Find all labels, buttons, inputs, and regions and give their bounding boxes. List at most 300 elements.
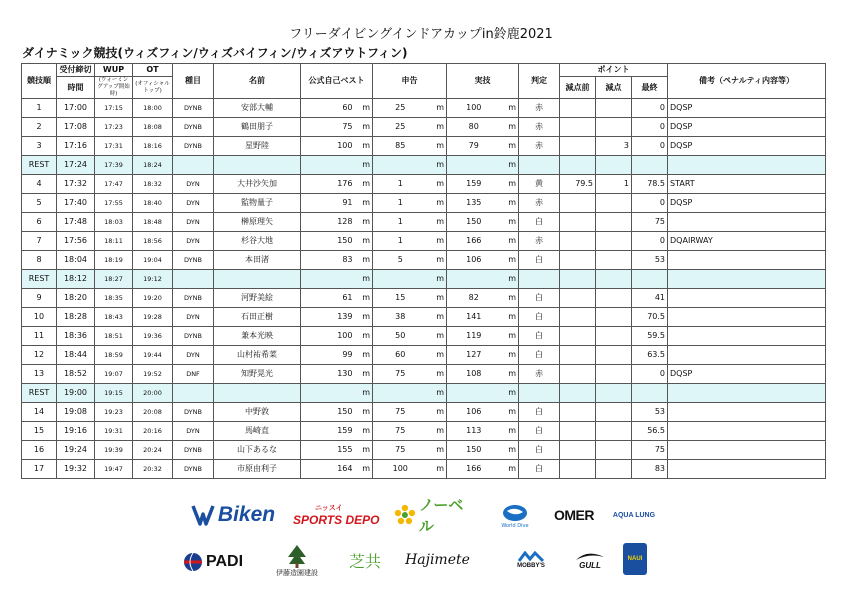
wup-cell: 18:27 (95, 270, 133, 289)
name-cell: 本田渚 (214, 251, 301, 270)
actual-unit-cell: m (501, 308, 519, 327)
wup-cell: 18:51 (95, 327, 133, 346)
ot-cell: 19:20 (133, 289, 173, 308)
pb-cell: 83 (301, 251, 355, 270)
event-cell: DYN (173, 422, 214, 441)
declared-cell: 1 (373, 175, 428, 194)
mobbys-text: MOBBY'S (517, 563, 545, 569)
event-cell: DYN (173, 194, 214, 213)
ito-text: 伊藤造園建設 (276, 569, 318, 577)
final-cell: 0 (632, 365, 668, 384)
judgement-cell: 赤 (519, 194, 560, 213)
event-subtitle: ダイナミック競技(ウィズフィン/ウィズバイフィン/ウィズアウトフィン) (22, 46, 408, 60)
name-cell: 山下あるな (214, 441, 301, 460)
actual-cell: 113 (447, 422, 501, 441)
declared-cell: 75 (373, 422, 428, 441)
deduction-cell (596, 384, 632, 403)
event-cell (173, 384, 214, 403)
actual-cell: 80 (447, 118, 501, 137)
aqualung-text: AQUA LUNG (612, 511, 656, 519)
deduction-cell (596, 365, 632, 384)
pre-deduction-cell (560, 441, 596, 460)
gull-logo (568, 545, 612, 575)
final-cell: 0 (632, 194, 668, 213)
ot-cell: 19:52 (133, 365, 173, 384)
event-cell: DYNB (173, 441, 214, 460)
order-cell: REST (22, 156, 57, 175)
notes-cell (668, 156, 826, 175)
judgement-cell: 白 (519, 213, 560, 232)
nobel-logo (393, 495, 478, 535)
table-row (22, 327, 826, 346)
naui-logo (622, 541, 648, 577)
notes-cell (668, 327, 826, 346)
table-row (22, 422, 826, 441)
header-pre-deduction: 減点前 (560, 77, 596, 99)
actual-cell: 166 (447, 232, 501, 251)
declared-cell: 60 (373, 346, 428, 365)
checkin-time-cell: 19:00 (57, 384, 95, 403)
checkin-time-cell: 19:24 (57, 441, 95, 460)
notes-cell (668, 213, 826, 232)
order-cell: 15 (22, 422, 57, 441)
checkin-time-cell: 17:24 (57, 156, 95, 175)
declared-cell: 1 (373, 232, 428, 251)
actual-unit-cell: m (501, 327, 519, 346)
nobel-text: ノーベル (418, 496, 464, 535)
name-cell: 山村祐希菜 (214, 346, 301, 365)
declared-cell: 75 (373, 441, 428, 460)
checkin-time-cell: 18:04 (57, 251, 95, 270)
event-cell: DYNB (173, 460, 214, 479)
declared-unit-cell: m (428, 441, 447, 460)
header-row (22, 64, 826, 77)
actual-unit-cell: m (501, 99, 519, 118)
deduction-cell (596, 460, 632, 479)
checkin-time-cell: 17:48 (57, 213, 95, 232)
order-cell: 8 (22, 251, 57, 270)
pre-deduction-cell (560, 365, 596, 384)
header-final: 最終 (632, 77, 668, 99)
wup-cell: 18:19 (95, 251, 133, 270)
declared-cell: 100 (373, 460, 428, 479)
declared-cell (373, 384, 428, 403)
order-cell: 14 (22, 403, 57, 422)
judgement-cell: 白 (519, 289, 560, 308)
actual-unit-cell: m (501, 422, 519, 441)
checkin-time-cell: 18:20 (57, 289, 95, 308)
checkin-time-cell: 18:28 (57, 308, 95, 327)
table-row (22, 365, 826, 384)
pb-unit-cell: m (355, 384, 373, 403)
rest-row (22, 270, 826, 289)
table-row (22, 194, 826, 213)
event-cell: DYNB (173, 99, 214, 118)
ot-cell: 20:08 (133, 403, 173, 422)
order-cell: 10 (22, 308, 57, 327)
deduction-cell: 3 (596, 137, 632, 156)
pb-unit-cell: m (355, 422, 373, 441)
judgement-cell: 赤 (519, 232, 560, 251)
declared-cell: 50 (373, 327, 428, 346)
name-cell: 杉谷大地 (214, 232, 301, 251)
name-cell: 鶴田朋子 (214, 118, 301, 137)
mobbys-logo (508, 545, 554, 575)
event-cell (173, 156, 214, 175)
ot-cell: 18:32 (133, 175, 173, 194)
notes-cell (668, 270, 826, 289)
deduction-cell (596, 327, 632, 346)
final-cell: 75 (632, 213, 668, 232)
actual-unit-cell: m (501, 365, 519, 384)
declared-cell: 25 (373, 99, 428, 118)
order-cell: 12 (22, 346, 57, 365)
order-cell: 4 (22, 175, 57, 194)
notes-cell (668, 384, 826, 403)
sports-depo-logo (293, 495, 383, 535)
judgement-cell: 白 (519, 422, 560, 441)
pb-unit-cell: m (355, 137, 373, 156)
name-cell (214, 384, 301, 403)
checkin-time-cell: 18:12 (57, 270, 95, 289)
table-row (22, 213, 826, 232)
deduction-cell (596, 118, 632, 137)
deduction-cell (596, 403, 632, 422)
final-cell: 53 (632, 251, 668, 270)
final-cell: 63.5 (632, 346, 668, 365)
final-cell: 0 (632, 232, 668, 251)
padi-globe-icon (183, 552, 203, 572)
checkin-time-cell: 17:00 (57, 99, 95, 118)
padi-logo (178, 547, 248, 577)
checkin-time-cell: 17:56 (57, 232, 95, 251)
pb-cell (301, 270, 355, 289)
event-cell: DYN (173, 175, 214, 194)
actual-unit-cell: m (501, 384, 519, 403)
event-cell: DYN (173, 346, 214, 365)
checkin-time-cell: 17:32 (57, 175, 95, 194)
table-row (22, 232, 826, 251)
pre-deduction-cell (560, 346, 596, 365)
final-cell (632, 384, 668, 403)
name-cell: 市原由利子 (214, 460, 301, 479)
final-cell: 56.5 (632, 422, 668, 441)
pb-cell: 99 (301, 346, 355, 365)
header-ot-note: (オフィシャルトップ) (133, 77, 173, 99)
actual-cell (447, 156, 501, 175)
actual-unit-cell: m (501, 460, 519, 479)
notes-cell: DQSP (668, 99, 826, 118)
table-row (22, 137, 826, 156)
ito-logo (262, 539, 332, 583)
order-cell: 2 (22, 118, 57, 137)
deduction-cell (596, 346, 632, 365)
ot-cell: 19:04 (133, 251, 173, 270)
pb-cell (301, 384, 355, 403)
deduction-cell (596, 308, 632, 327)
declared-unit-cell: m (428, 403, 447, 422)
rest-row (22, 156, 826, 175)
header-wup-note: (ウォーミングアップ開始時) (95, 77, 133, 99)
actual-cell: 159 (447, 175, 501, 194)
pb-cell: 128 (301, 213, 355, 232)
name-cell: 大井沙矢加 (214, 175, 301, 194)
declared-cell (373, 156, 428, 175)
final-cell (632, 270, 668, 289)
notes-cell: DQSP (668, 194, 826, 213)
table-row (22, 289, 826, 308)
notes-cell: START (668, 175, 826, 194)
declared-cell (373, 270, 428, 289)
wup-cell: 19:47 (95, 460, 133, 479)
pb-unit-cell: m (355, 213, 373, 232)
pb-cell: 60 (301, 99, 355, 118)
judgement-cell: 白 (519, 441, 560, 460)
header-wup: WUP (95, 64, 133, 77)
judgement-cell: 白 (519, 327, 560, 346)
table-row (22, 403, 826, 422)
declared-unit-cell: m (428, 118, 447, 137)
wup-cell: 19:31 (95, 422, 133, 441)
deduction-cell (596, 289, 632, 308)
judgement-cell (519, 156, 560, 175)
judgement-cell: 赤 (519, 118, 560, 137)
table-row (22, 308, 826, 327)
pb-cell: 100 (301, 327, 355, 346)
pb-unit-cell: m (355, 175, 373, 194)
actual-cell: 100 (447, 99, 501, 118)
results-table (21, 63, 826, 479)
shibai-logo (340, 545, 390, 575)
checkin-time-cell: 18:44 (57, 346, 95, 365)
order-cell: 5 (22, 194, 57, 213)
judgement-cell: 赤 (519, 99, 560, 118)
actual-cell: 135 (447, 194, 501, 213)
wup-cell: 18:03 (95, 213, 133, 232)
wup-cell: 17:31 (95, 137, 133, 156)
deduction-cell (596, 156, 632, 175)
actual-unit-cell: m (501, 118, 519, 137)
aqualung-logo (600, 497, 668, 533)
declared-unit-cell: m (428, 460, 447, 479)
declared-cell: 85 (373, 137, 428, 156)
event-cell: DYNB (173, 289, 214, 308)
pb-cell: 164 (301, 460, 355, 479)
actual-unit-cell: m (501, 232, 519, 251)
final-cell: 41 (632, 289, 668, 308)
table-row (22, 441, 826, 460)
wup-cell: 19:39 (95, 441, 133, 460)
pre-deduction-cell (560, 194, 596, 213)
actual-cell (447, 384, 501, 403)
ot-cell: 19:36 (133, 327, 173, 346)
pb-cell: 139 (301, 308, 355, 327)
wup-cell: 17:47 (95, 175, 133, 194)
deduction-cell: 1 (596, 175, 632, 194)
pre-deduction-cell (560, 308, 596, 327)
pb-unit-cell: m (355, 327, 373, 346)
actual-cell: 127 (447, 346, 501, 365)
declared-unit-cell: m (428, 422, 447, 441)
pre-deduction-cell (560, 403, 596, 422)
pb-unit-cell: m (355, 403, 373, 422)
ot-cell: 19:44 (133, 346, 173, 365)
checkin-time-cell: 17:40 (57, 194, 95, 213)
final-cell: 83 (632, 460, 668, 479)
declared-cell: 15 (373, 289, 428, 308)
notes-cell: DQSP (668, 118, 826, 137)
actual-cell: 82 (447, 289, 501, 308)
declared-cell: 25 (373, 118, 428, 137)
header-ot: OT (133, 64, 173, 77)
actual-cell: 119 (447, 327, 501, 346)
declared-unit-cell: m (428, 175, 447, 194)
notes-cell (668, 460, 826, 479)
pb-unit-cell: m (355, 156, 373, 175)
pb-cell: 159 (301, 422, 355, 441)
actual-unit-cell: m (501, 289, 519, 308)
notes-cell (668, 289, 826, 308)
table-row (22, 99, 826, 118)
final-cell: 70.5 (632, 308, 668, 327)
notes-cell: DQAIRWAY (668, 232, 826, 251)
omer-logo (548, 497, 600, 533)
actual-unit-cell: m (501, 213, 519, 232)
wup-cell: 18:11 (95, 232, 133, 251)
name-cell: 監物量子 (214, 194, 301, 213)
pb-cell: 61 (301, 289, 355, 308)
deduction-cell (596, 232, 632, 251)
checkin-time-cell: 18:52 (57, 365, 95, 384)
checkin-time-cell: 19:32 (57, 460, 95, 479)
declared-unit-cell: m (428, 213, 447, 232)
wup-cell: 17:39 (95, 156, 133, 175)
pre-deduction-cell (560, 99, 596, 118)
gull-wing-icon (575, 551, 605, 561)
pb-cell: 91 (301, 194, 355, 213)
sports-depo-text: SPORTS DEPO (293, 513, 380, 527)
name-cell (214, 270, 301, 289)
deduction-cell (596, 251, 632, 270)
pb-unit-cell: m (355, 232, 373, 251)
declared-unit-cell: m (428, 251, 447, 270)
ot-cell: 19:12 (133, 270, 173, 289)
deduction-cell (596, 99, 632, 118)
checkin-time-cell: 19:08 (57, 403, 95, 422)
page-title: フリーダイビングインドアカップin鈴鹿2021 (289, 27, 553, 42)
name-cell: 榊原理矢 (214, 213, 301, 232)
header-notes: 備考（ペナルティ内容等） (668, 64, 826, 99)
judgement-cell: 黄 (519, 175, 560, 194)
judgement-cell: 赤 (519, 365, 560, 384)
actual-cell: 150 (447, 213, 501, 232)
declared-cell: 1 (373, 213, 428, 232)
event-cell: DNF (173, 365, 214, 384)
name-cell: 知野晃光 (214, 365, 301, 384)
naui-badge (623, 543, 647, 575)
name-cell: 石田正樹 (214, 308, 301, 327)
pb-unit-cell: m (355, 289, 373, 308)
judgement-cell: 白 (519, 251, 560, 270)
notes-cell (668, 308, 826, 327)
notes-cell (668, 346, 826, 365)
actual-cell: 141 (447, 308, 501, 327)
pre-deduction-cell (560, 213, 596, 232)
table-row (22, 118, 826, 137)
hajimete-text: Hajimete (405, 552, 470, 568)
pb-unit-cell: m (355, 99, 373, 118)
checkin-time-cell: 18:36 (57, 327, 95, 346)
final-cell (632, 156, 668, 175)
checkin-time-cell: 17:08 (57, 118, 95, 137)
ot-cell: 20:00 (133, 384, 173, 403)
actual-unit-cell: m (501, 175, 519, 194)
pre-deduction-cell (560, 384, 596, 403)
pb-cell: 150 (301, 403, 355, 422)
name-cell: 星野陸 (214, 137, 301, 156)
actual-unit-cell: m (501, 194, 519, 213)
padi-text: PADI (205, 553, 244, 570)
ot-cell: 20:16 (133, 422, 173, 441)
wup-cell: 18:35 (95, 289, 133, 308)
event-cell: DYN (173, 308, 214, 327)
biken-text: Biken (217, 503, 276, 526)
declared-unit-cell: m (428, 327, 447, 346)
final-cell: 78.5 (632, 175, 668, 194)
pb-unit-cell: m (355, 194, 373, 213)
order-cell: 16 (22, 441, 57, 460)
biken-logo (180, 495, 285, 535)
naui-text: NAUI (627, 556, 643, 562)
header-event: 種目 (173, 64, 214, 99)
declared-unit-cell: m (428, 194, 447, 213)
table-row (22, 346, 826, 365)
pb-cell: 155 (301, 441, 355, 460)
order-cell: 11 (22, 327, 57, 346)
order-cell: 1 (22, 99, 57, 118)
declared-cell: 5 (373, 251, 428, 270)
notes-cell: DQSP (668, 365, 826, 384)
pb-cell: 150 (301, 232, 355, 251)
judgement-cell: 赤 (519, 137, 560, 156)
ot-cell: 18:00 (133, 99, 173, 118)
table-row (22, 251, 826, 270)
actual-cell: 108 (447, 365, 501, 384)
declared-cell: 1 (373, 194, 428, 213)
name-cell: 河野美絵 (214, 289, 301, 308)
header-points: ポイント (560, 64, 668, 77)
header-deduction: 減点 (596, 77, 632, 99)
actual-unit-cell: m (501, 251, 519, 270)
header-pb: 公式自己ベスト (301, 64, 373, 99)
name-cell (214, 156, 301, 175)
event-cell: DYNB (173, 327, 214, 346)
declared-unit-cell: m (428, 232, 447, 251)
notes-cell (668, 403, 826, 422)
event-cell: DYN (173, 213, 214, 232)
final-cell: 59.5 (632, 327, 668, 346)
world-dive-mark-icon (502, 503, 528, 523)
pb-unit-cell: m (355, 346, 373, 365)
omer-text: OMER (554, 507, 594, 523)
final-cell: 0 (632, 137, 668, 156)
order-cell: REST (22, 384, 57, 403)
world-dive-logo (495, 497, 535, 535)
name-cell: 中野敦 (214, 403, 301, 422)
table-row (22, 460, 826, 479)
ot-cell: 20:24 (133, 441, 173, 460)
deduction-cell (596, 194, 632, 213)
